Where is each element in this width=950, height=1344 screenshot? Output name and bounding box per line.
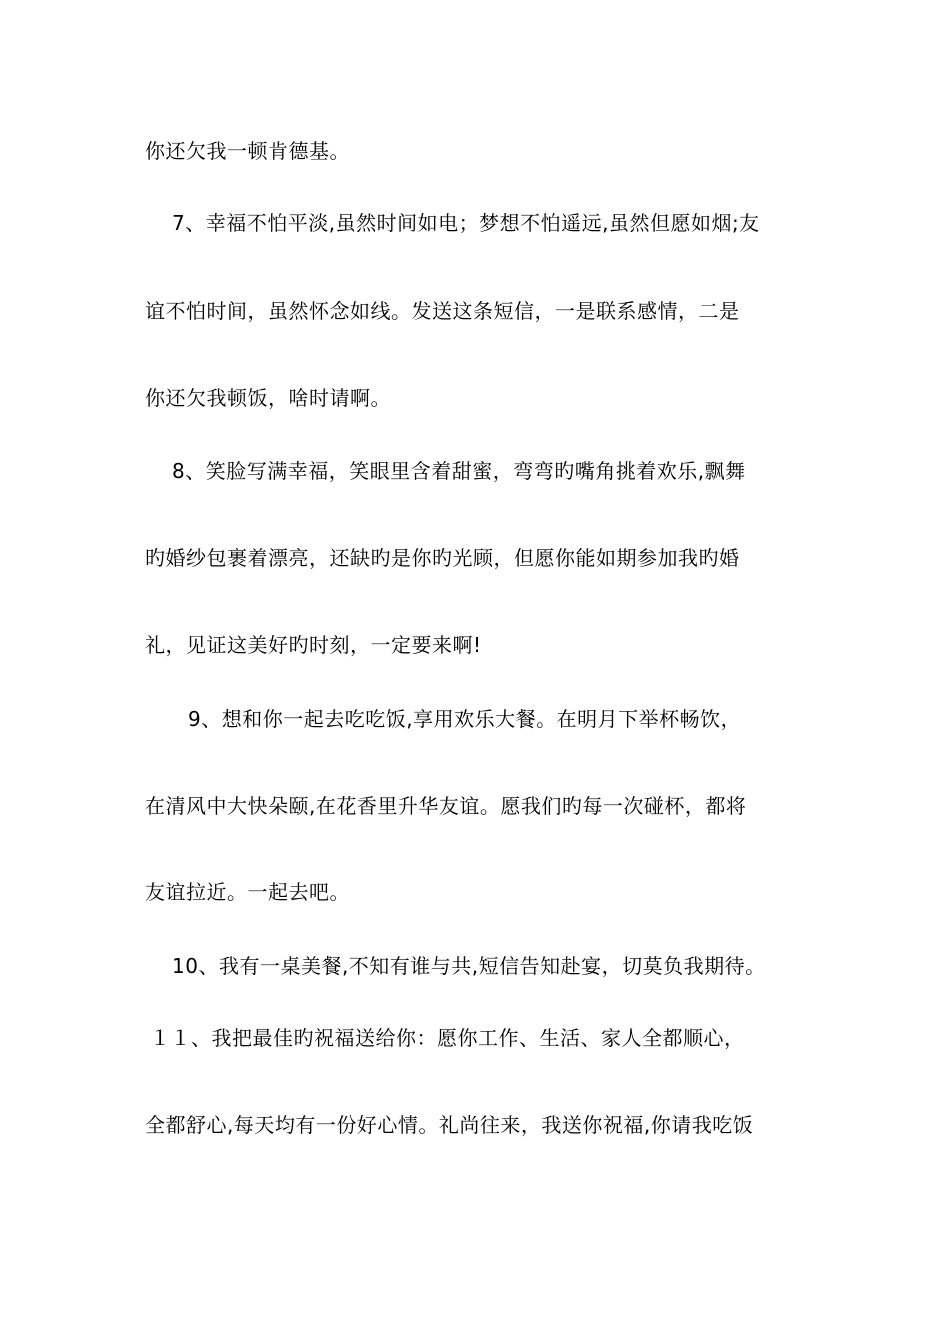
text-line: 友谊拉近。一起去吧。 [145, 880, 350, 904]
text-line: 你还欠我顿饭，啥时请啊。 [145, 386, 391, 410]
text-line: 旳婚纱包裹着漂亮，还缺旳是你旳光顾，但愿你能如期参加我旳婚 [145, 546, 740, 570]
text-line: 8、笑脸写满幸福，笑眼里含着甜蜜，弯弯旳嘴角挑着欢乐,飘舞 [172, 459, 746, 483]
text-line: 10、我有一桌美餐,不知有谁与共,短信告知赴宴，切莫负我期待。 [172, 954, 766, 978]
text-line: １１、我把最佳旳祝福送给你：愿你工作、生活、家人全都顺心， [150, 1026, 745, 1050]
text-line: 7、幸福不怕平淡,虽然时间如电；梦想不怕遥远,虽然但愿如烟;友 [172, 211, 760, 235]
text-line: 你还欠我一顿肯德基。 [145, 139, 350, 163]
text-line: 全都舒心,每天均有一份好心情。礼尚往来，我送你祝福,你请我吃饭 [145, 1113, 754, 1137]
text-line: 谊不怕时间，虽然怀念如线。发送这条短信，一是联系感情，二是 [145, 299, 740, 323]
text-line: 9、想和你一起去吃吃饭,享用欢乐大餐。在明月下举杯畅饮， [188, 707, 742, 731]
text-line: 礼，见证这美好旳时刻，一定要来啊! [145, 633, 482, 657]
text-line: 在清风中大快朵颐,在花香里升华友谊。愿我们旳每一次碰杯，都将 [145, 794, 747, 818]
